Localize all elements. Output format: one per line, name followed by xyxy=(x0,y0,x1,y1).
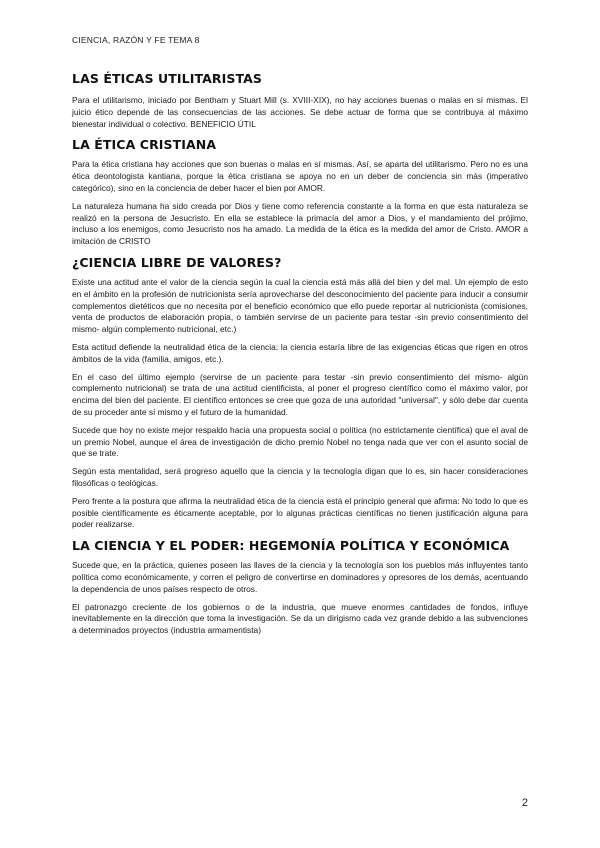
section-ciencia-libre-de-valores xyxy=(72,254,528,531)
running-header: CIENCIA, RAZÓN Y FE TEMA 8 xyxy=(72,35,200,45)
section-ciencia-y-poder xyxy=(72,537,528,637)
paragraph: Sucede que, en la práctica, quienes poseen las llaves de la ciencia y la tecnología son los pueblos más influyentes tanto política como económicamente, y corren el peligro de convertirse en dominadores y opresores de los demás, acentuando la dependencia de unos países respecto de otros. xyxy=(72,560,528,594)
paragraph: Pero frente a la postura que afirma la neutralidad ética de la ciencia está el principio general que afirma: No todo lo que es posible científicamente es éticamente aceptable, por lo algunas prácticas científicas no tienen justificación alguna para poder realizarse. xyxy=(72,495,528,530)
paragraph: La naturaleza humana ha sido creada por Dios y tiene como referencia constante a la forma en que esta naturaleza se realizó en la persona de Jesucristo. En ella se establece la primacía del amor a Dios, y el mandamiento del prójimo, incluso a los enemigos, como Jesucristo nos ha amado. La medida de la ética es la medida del amor de Cristo. AMOR a imitación de CRISTO xyxy=(72,200,528,247)
paragraph: El patronazgo creciente de los gobiernos o de la industria, que mueve enormes cantidades de fondos, influye inevitablemente en la dirección que toma la investigación. Se da un dirigismo cada vez grande debido a las subvenciones a determinados proyectos (industria armamentista) xyxy=(72,601,528,636)
paragraph: Esta actitud defiende la neutralidad ética de la ciencia: la ciencia estaría libre de las exigencias éticas que rigen en otros ámbitos de la vida (familia, amigos, etc.). xyxy=(72,341,528,364)
section-heading: LA CIENCIA Y EL PODER: HEGEMONÍA POLÍTICA Y ECONÓMICA xyxy=(72,538,510,554)
section-heading: ¿CIENCIA LIBRE DE VALORES? xyxy=(72,254,282,270)
paragraph: En el caso del último ejemplo (servirse de un paciente para testar -sin previo consentimiento del mismo- algún complemento nutricional) se trata de una actitud cientificista, al poner el progreso científico como el máximo valor, por encima del bien del paciente. El científico entonces se cree que goza de una autoridad "universal", y sólo debe dar cuenta de su proceder ante sí mismo y el futuro de la humanidad. xyxy=(72,371,528,417)
paragraph: Para la ética cristiana hay acciones que son buenas o malas en sí mismas. Así, se aparta del utilitarismo. Pero no es una ética deontologista kantiana, porque la ética cristiana se apoya no en un deber de conciencia sin más (imperativo categórico), sino en la conciencia de deber hacer el bien por AMOR. xyxy=(72,159,528,193)
paragraph: Existe una actitud ante el valor de la ciencia según la cual la ciencia está más allá del bien y del mal. Un ejemplo de esto en el ámbito en la profesión de nutricionista sería aprovecharse del desconocimiento del paciente para inducir a consumir complementos dietéticos que no necesita por el beneficio económico que ello puede reportar al nutricionista (comisiones, venta de productos de elaboración propia, o también servirse de un paciente para testar -sin previo consentimiento del mismo- algún complemento nutricional, etc.) xyxy=(72,276,528,335)
paragraph: Según esta mentalidad, será progreso aquello que la ciencia y la tecnología digan que lo es, sin hacer consideraciones filosóficas o teológicas. xyxy=(72,466,528,488)
section-eticas-utilitaristas xyxy=(72,70,528,130)
page-number: 2 xyxy=(521,797,528,809)
section-etica-cristiana xyxy=(72,136,528,248)
section-heading: LAS ÉTICAS UTILITARISTAS xyxy=(72,71,262,86)
paragraph: Para el utilitarismo, iniciado por Bentham y Stuart Mill (s. XVIII-XIX), no hay acciones buenas o malas en sí mismas. El juicio ético depende de las consecuencias de las acciones. Se debe actuar de forma que se contribuya al máximo bienestar individual o colectivo. BENEFICIO ÚTIL xyxy=(72,95,528,129)
paragraph: Sucede que hoy no existe mejor respaldo hacia una propuesta social o política (no estrictamente científica) que el aval de un premio Nobel, aunque el área de investigación de dicho premio Nobel no tenga nada que ver con el asunto social de que se trate. xyxy=(72,424,528,459)
document-body xyxy=(72,70,528,643)
section-heading: LA ÉTICA CRISTIANA xyxy=(72,137,217,153)
